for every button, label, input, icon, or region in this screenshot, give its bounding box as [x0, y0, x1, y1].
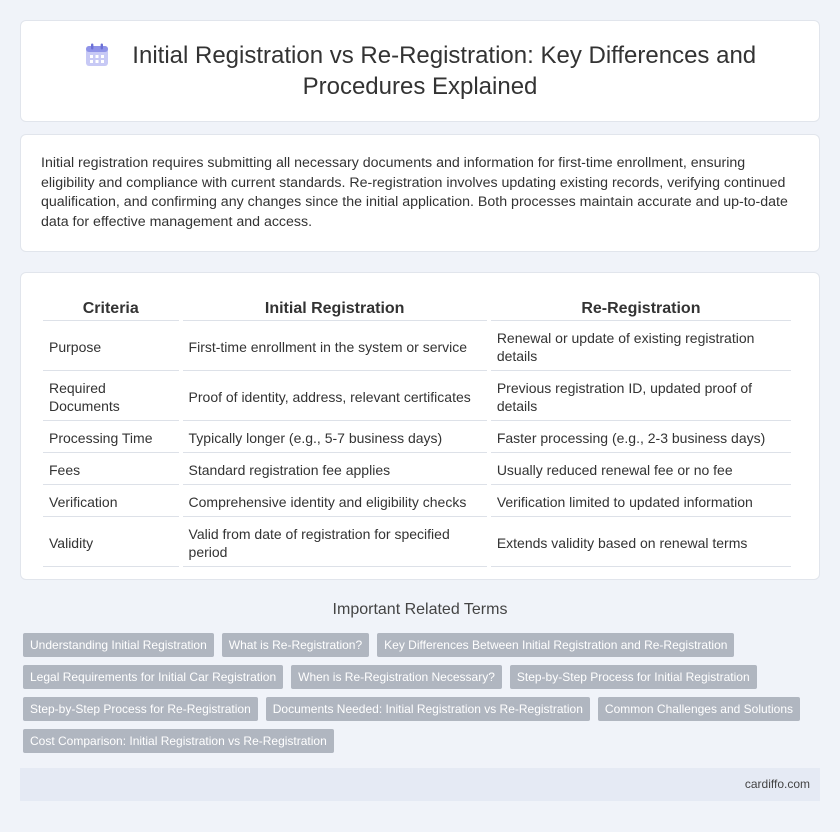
- table-row: [43, 423, 791, 453]
- intro-text: Initial registration requires submitting all necessary documents and information for first-time enrollment, ensuring eligibility and compliance with current standards. Re-registration involves updating existing records, verifying continued qualification, and confirming any changes since the initial application. Both processes maintain accurate and up-to-date data for effective management and access.: [41, 155, 788, 230]
- table-header-row: [43, 295, 791, 321]
- table-row: [43, 373, 791, 421]
- table-cell: Valid from date of registration for specified period: [183, 519, 487, 567]
- comparison-table-card: [20, 272, 820, 580]
- column-header-initial: Initial Registration: [183, 295, 487, 321]
- related-term-tag[interactable]: What is Re-Registration?: [222, 633, 369, 657]
- page-title: Initial Registration vs Re-Registration: Key Differences and Procedures Explained: [132, 42, 757, 100]
- table-cell: Purpose: [43, 323, 179, 371]
- table-cell: Comprehensive identity and eligibility checks: [183, 487, 487, 517]
- intro-card: [20, 134, 820, 252]
- table-row: [43, 519, 791, 567]
- table-cell: Proof of identity, address, relevant certificates: [183, 373, 487, 421]
- title-wrap: [61, 41, 779, 101]
- table-cell: First-time enrollment in the system or service: [183, 323, 487, 371]
- related-term-tag[interactable]: Documents Needed: Initial Registration vs Re-Registration: [266, 697, 590, 721]
- table-cell: Required Documents: [43, 373, 179, 421]
- table-row: [43, 487, 791, 517]
- table-cell: Fees: [43, 455, 179, 485]
- table-cell: Verification: [43, 487, 179, 517]
- table-cell: Faster processing (e.g., 2-3 business days): [491, 423, 791, 453]
- related-term-tag[interactable]: Step-by-Step Process for Re-Registration: [23, 697, 258, 721]
- table-cell: Standard registration fee applies: [183, 455, 487, 485]
- table-cell: Usually reduced renewal fee or no fee: [491, 455, 791, 485]
- column-header-criteria: Criteria: [43, 295, 179, 321]
- table-cell: Processing Time: [43, 423, 179, 453]
- table-cell: Typically longer (e.g., 5-7 business days): [183, 423, 487, 453]
- related-term-tag[interactable]: Key Differences Between Initial Registration and Re-Registration: [377, 633, 734, 657]
- related-term-tag[interactable]: Legal Requirements for Initial Car Registration: [23, 665, 283, 689]
- calendar-icon: [84, 42, 110, 68]
- table-cell: Extends validity based on renewal terms: [491, 519, 791, 567]
- title-card: [20, 20, 820, 122]
- footer-site-link[interactable]: cardiffo.com: [744, 777, 810, 791]
- related-term-tag[interactable]: Understanding Initial Registration: [23, 633, 214, 657]
- table-row: [43, 323, 791, 371]
- related-terms-tags: [23, 633, 823, 753]
- table-cell: Previous registration ID, updated proof of details: [491, 373, 791, 421]
- column-header-re-registration: Re-Registration: [491, 295, 791, 321]
- table-row: [43, 455, 791, 485]
- related-term-tag[interactable]: Cost Comparison: Initial Registration vs Re-Registration: [23, 729, 334, 753]
- comparison-table: [39, 293, 795, 569]
- table-cell: Verification limited to updated information: [491, 487, 791, 517]
- table-cell: Validity: [43, 519, 179, 567]
- related-term-tag[interactable]: Common Challenges and Solutions: [598, 697, 800, 721]
- table-cell: Renewal or update of existing registration details: [491, 323, 791, 371]
- related-term-tag[interactable]: Step-by-Step Process for Initial Registration: [510, 665, 757, 689]
- footer: [20, 768, 820, 801]
- related-terms-title: Important Related Terms: [332, 601, 508, 618]
- related-term-tag[interactable]: When is Re-Registration Necessary?: [291, 665, 502, 689]
